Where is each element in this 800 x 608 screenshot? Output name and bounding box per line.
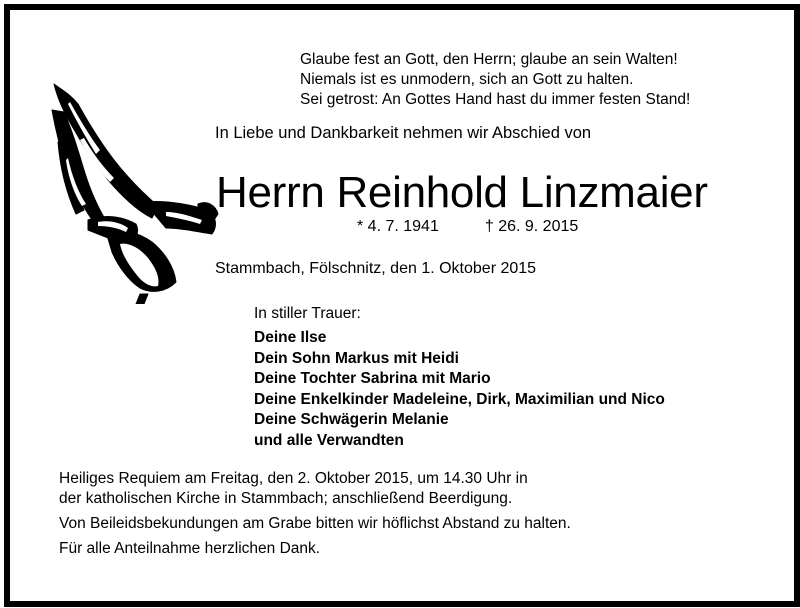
mourners-heading: In stiller Trauer: — [254, 305, 361, 322]
mourners-list — [254, 328, 665, 451]
thanks-note: Für alle Anteilnahme herzlichen Dank. — [59, 540, 321, 557]
mourner-item: Deine Schwägerin Melanie — [254, 411, 449, 428]
requiem-line-1: Heiliges Requiem am Freitag, den 2. Oktober 2015, um 14.30 Uhr in — [59, 470, 528, 487]
praying-hands-icon — [48, 82, 220, 304]
mourner-item: Deine Tochter Sabrina mit Mario — [254, 370, 491, 387]
requiem-line-2: der katholischen Kirche in Stammbach; anschließend Beerdigung. — [59, 490, 513, 507]
condolences-note: Von Beileidsbekundungen am Grabe bitten wir höflichst Abstand zu halten. — [59, 515, 571, 532]
mourner-item: und alle Verwandten — [254, 431, 404, 449]
life-dates — [357, 218, 578, 236]
mourner-item: Deine Ilse — [254, 329, 327, 346]
poem — [300, 50, 690, 110]
poem-line: Glaube fest an Gott, den Herrn; glaube an sein Walten! — [300, 51, 678, 68]
poem-line: Niemals ist es unmodern, sich an Gott zu halten. — [300, 71, 634, 88]
birth-date: * 4. 7. 1941 — [357, 218, 439, 235]
place-date: Stammbach, Fölschnitz, den 1. Oktober 2015 — [215, 260, 537, 277]
mourner-item: Dein Sohn Markus mit Heidi — [254, 349, 459, 367]
poem-line: Sei getrost: An Gottes Hand hast du immer festen Stand! — [300, 91, 691, 108]
death-date: † 26. 9. 2015 — [484, 218, 579, 235]
deceased-name: Herrn Reinhold Linzmaier — [216, 168, 708, 217]
intro-text: In Liebe und Dankbarkeit nehmen wir Abschied von — [215, 124, 592, 142]
mourner-item: Deine Enkelkinder Madeleine, Dirk, Maximilian und Nico — [254, 390, 665, 408]
